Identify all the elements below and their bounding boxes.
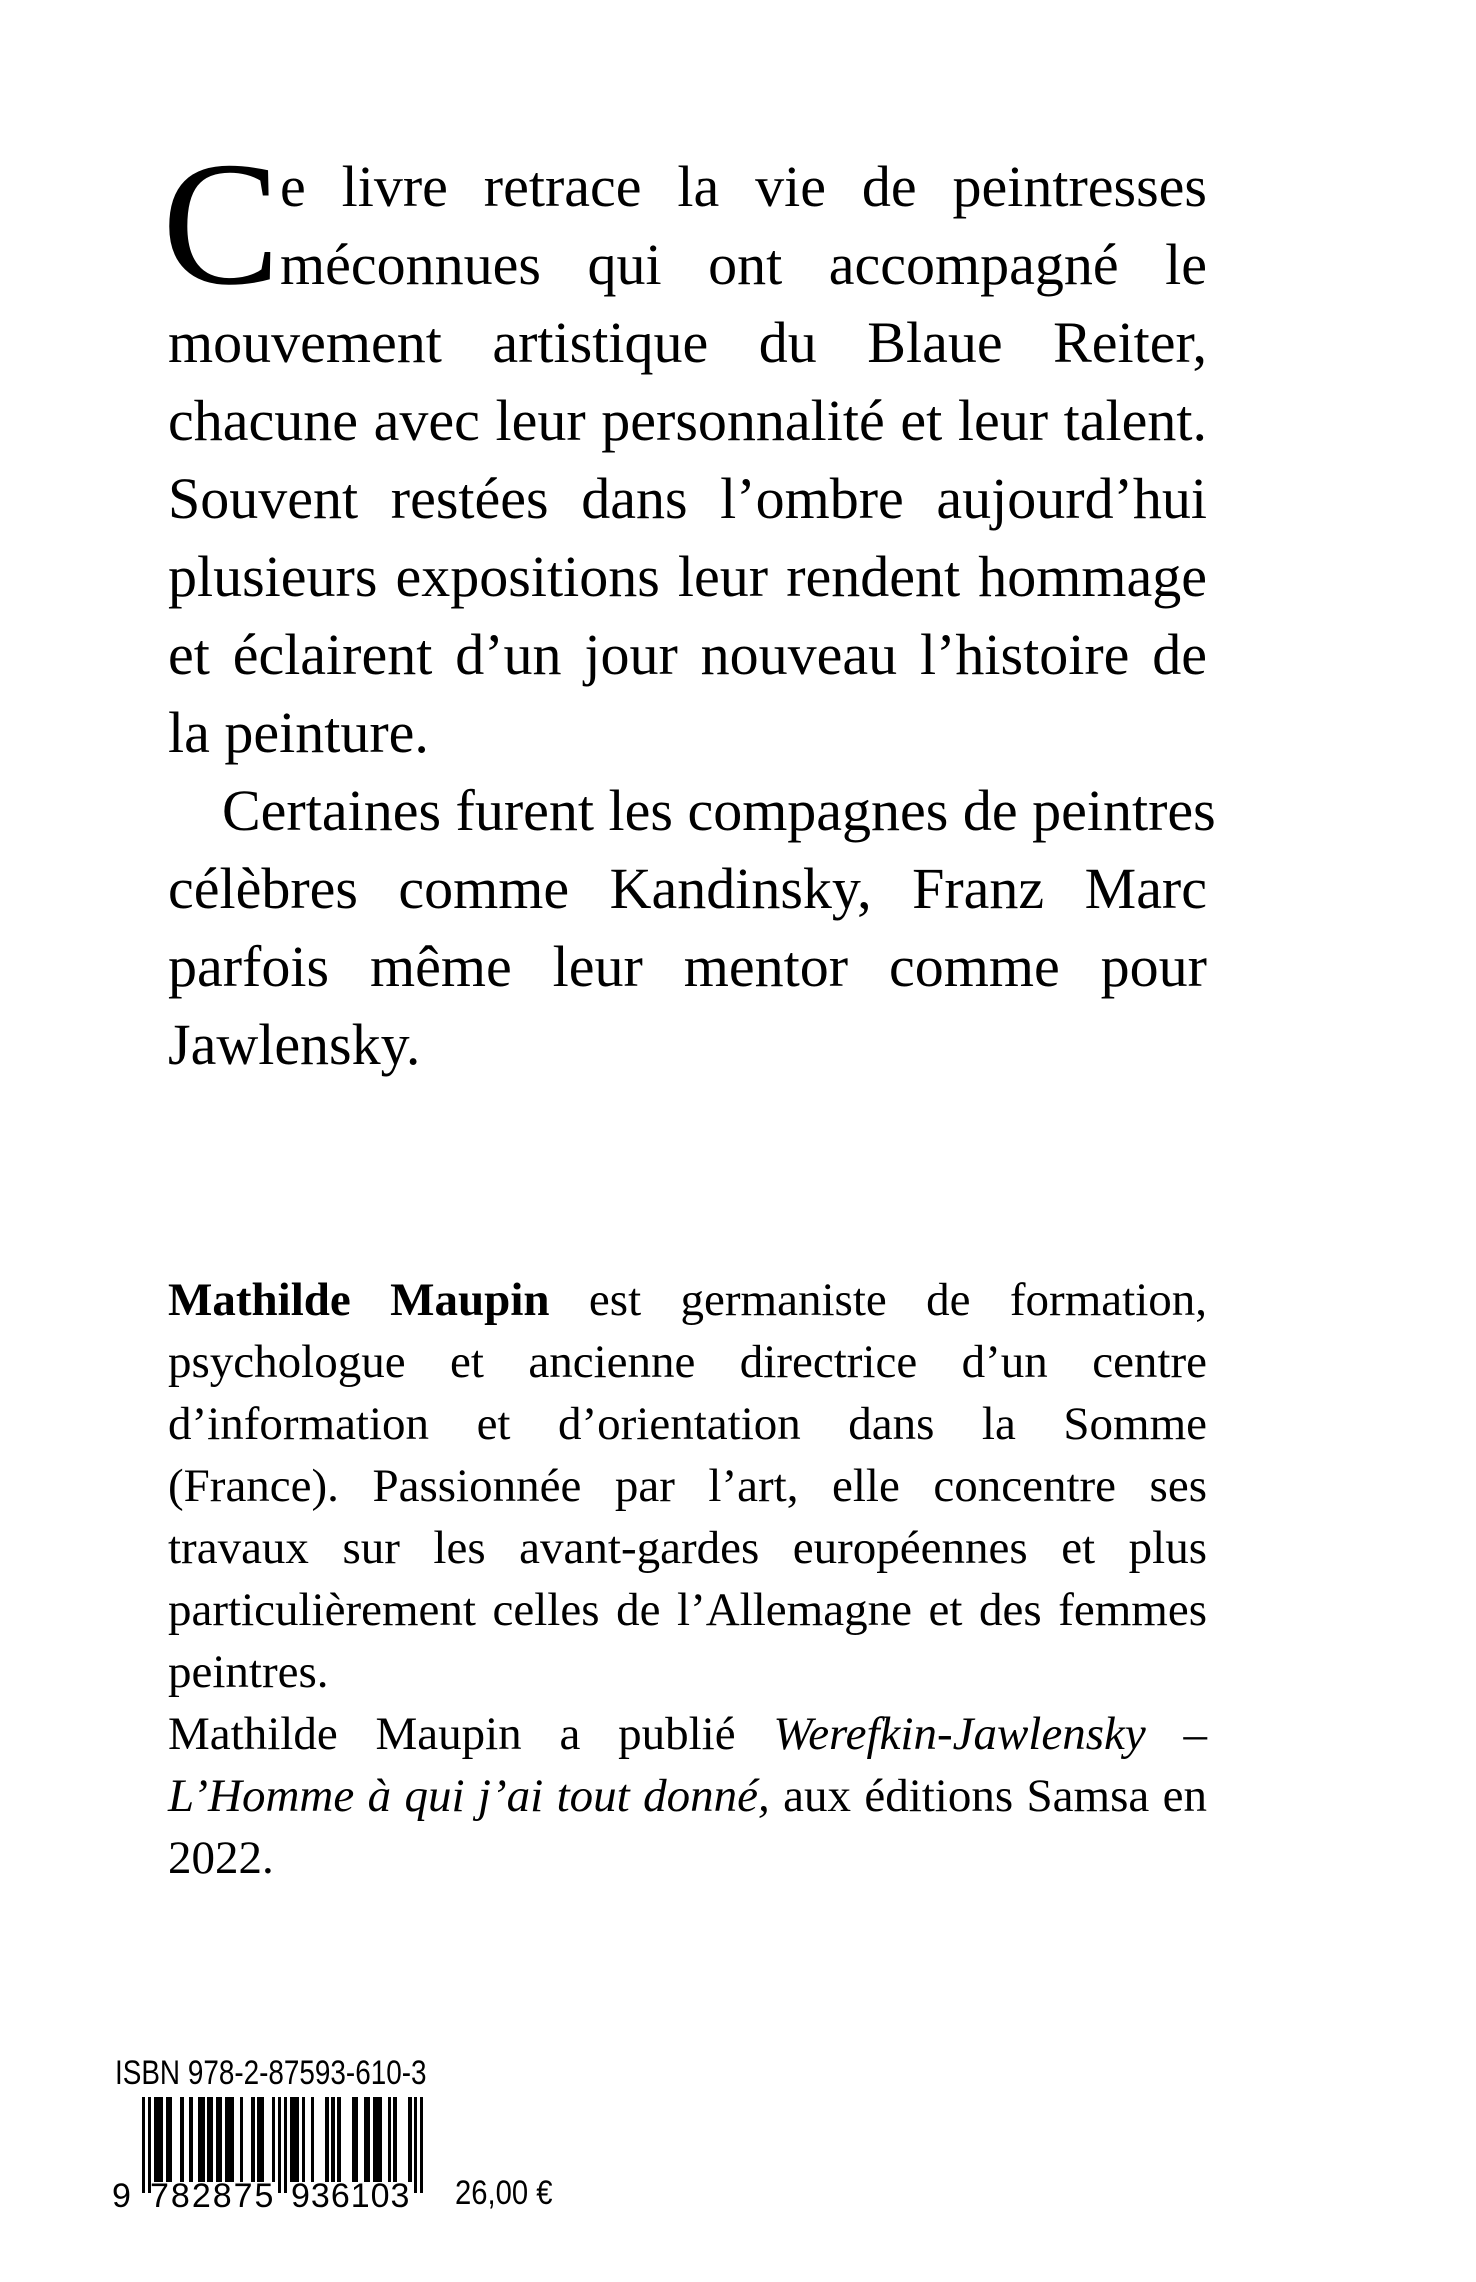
bio-publication-line xyxy=(168,1765,1207,1827)
dropcap-letter: C xyxy=(162,126,281,322)
pub-prefix: Mathilde Maupin a publié xyxy=(168,1708,774,1760)
barcode-bar xyxy=(393,2097,396,2182)
barcode-bar xyxy=(201,2097,204,2182)
barcode-bar xyxy=(311,2097,314,2182)
price-label: 26,00 € xyxy=(455,2174,553,2212)
blurb-line: Souvent restées dans l’ombre aujourd’hui xyxy=(168,466,1207,531)
barcode-bar xyxy=(388,2097,391,2182)
barcode-bar xyxy=(142,2097,145,2193)
barcode-bar xyxy=(367,2097,370,2182)
blurb-line: la peinture. xyxy=(168,700,429,765)
blurb-text xyxy=(168,148,1216,1084)
author-name-bold: Mathilde Maupin xyxy=(168,1274,550,1326)
pub-rest: aux éditions Samsa en xyxy=(769,1770,1207,1822)
barcode-lead-digit: 9 xyxy=(112,2177,131,2215)
book-title-part2: L’Homme à qui j’ai tout donné, xyxy=(168,1770,770,1822)
blurb-line: méconnues qui ont accompagné le xyxy=(280,232,1207,297)
blurb-line: plusieurs expositions leur rendent hommage xyxy=(168,544,1207,609)
barcode-bar xyxy=(240,2097,243,2182)
bio-line: particulièrement celles de l’Allemagne et des femmes xyxy=(168,1584,1207,1636)
barcode-bar xyxy=(160,2097,163,2182)
blurb-line: mouvement artistique du Blaue Reiter, xyxy=(168,310,1207,375)
barcode-bar xyxy=(325,2097,328,2182)
barcode-bar xyxy=(379,2097,382,2182)
barcode-bar xyxy=(272,2097,275,2182)
bio-publication-year: 2022. xyxy=(168,1832,274,1884)
blurb-line: parfois même leur mentor comme pour xyxy=(168,934,1207,999)
barcode-right-digits: 936103 xyxy=(291,2177,411,2215)
barcode-bar xyxy=(180,2097,183,2182)
barcode-bar xyxy=(278,2097,281,2193)
bio-line-text: est germaniste de formation, xyxy=(549,1274,1207,1326)
bio-publication-line xyxy=(168,1703,1207,1765)
blurb-line: chacune avec leur personnalité et leur talent. xyxy=(168,388,1207,453)
author-bio xyxy=(168,1269,1207,1889)
isbn-label: ISBN 978-2-87593-610-3 xyxy=(115,2054,427,2092)
barcode-bar xyxy=(169,2097,172,2182)
barcode-bar xyxy=(260,2097,263,2182)
bio-line: peintres. xyxy=(168,1646,329,1698)
bio-line: d’information et d’orientation dans la Somme xyxy=(168,1398,1207,1450)
blurb-line: Certaines furent les compagnes de peintres xyxy=(222,778,1216,843)
barcode-bar xyxy=(408,2097,411,2182)
book-title-part1: Werefkin-Jawlensky – xyxy=(773,1708,1208,1760)
barcode-bar xyxy=(219,2097,222,2182)
barcode-bar xyxy=(210,2097,213,2182)
bio-line: travaux sur les avant-gardes européennes et plus xyxy=(168,1522,1207,1574)
blurb-line: célèbres comme Kandinsky, Franz Marc xyxy=(168,856,1207,921)
barcode-bar xyxy=(251,2097,254,2182)
blurb-line: Jawlensky. xyxy=(168,1012,421,1077)
barcode-bar xyxy=(296,2097,299,2182)
barcode-bar xyxy=(331,2097,334,2182)
barcode-bar xyxy=(414,2097,417,2193)
bio-line xyxy=(168,1269,1207,1331)
bio-line: (France). Passionnée par l’art, elle concentre ses xyxy=(168,1460,1207,1512)
barcode-left-digits: 782875 xyxy=(150,2177,276,2215)
barcode-bar xyxy=(302,2097,305,2182)
barcode-bar xyxy=(355,2097,358,2182)
bio-line: psychologue et ancienne directrice d’un centre xyxy=(168,1336,1207,1388)
barcode-bar xyxy=(189,2097,192,2182)
barcode-bar xyxy=(284,2097,287,2193)
blurb-line: et éclairent d’un jour nouveau l’histoire de xyxy=(168,622,1207,687)
barcode-bar xyxy=(420,2097,423,2193)
barcode-bar xyxy=(231,2097,234,2182)
barcode-bar xyxy=(337,2097,340,2182)
blurb-line: e livre retrace la vie de peintresses xyxy=(280,154,1207,219)
